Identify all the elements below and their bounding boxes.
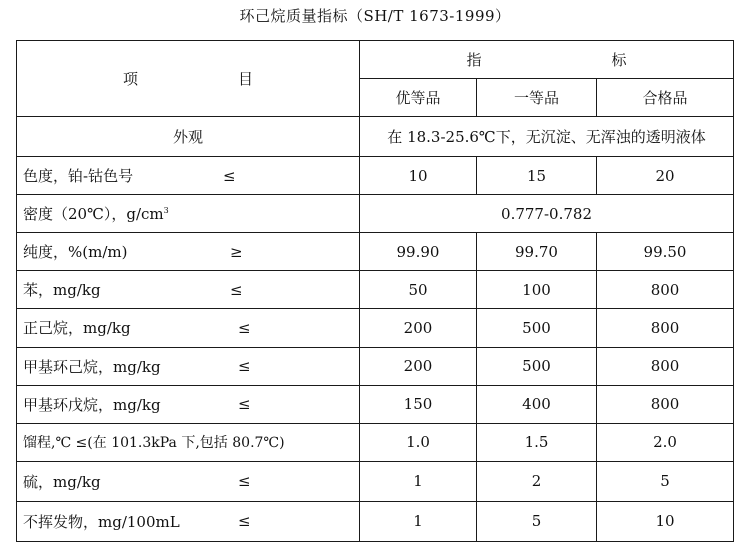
methylcyclohexane-premium: 200 bbox=[360, 347, 477, 385]
row-sulfur bbox=[17, 461, 734, 501]
sulfur-first: 2 bbox=[477, 461, 597, 501]
index-header bbox=[360, 41, 734, 79]
sulfur-qualified: 5 bbox=[597, 461, 734, 501]
n-hexane-label-cell bbox=[17, 309, 360, 347]
grade-qualified: 合格品 bbox=[597, 79, 734, 117]
color-label-cell bbox=[17, 157, 360, 195]
nonvolatile-first: 5 bbox=[477, 501, 597, 541]
purity-sym: ≥ bbox=[230, 242, 243, 261]
sulfur-premium: 1 bbox=[360, 461, 477, 501]
n-hexane-sym: ≤ bbox=[238, 318, 251, 337]
sulfur-label: 硫，mg/kg bbox=[23, 472, 101, 491]
item-header-left: 项 bbox=[122, 70, 138, 89]
methylcyclopentane-sym: ≤ bbox=[238, 395, 251, 414]
methylcyclohexane-first: 500 bbox=[477, 347, 597, 385]
table-title: 环己烷质量指标（SH/T 1673-1999） bbox=[239, 7, 511, 25]
item-header bbox=[17, 41, 360, 117]
row-density bbox=[17, 195, 734, 233]
sulfur-label-cell bbox=[17, 461, 360, 501]
n-hexane-first: 500 bbox=[477, 309, 597, 347]
distillation-label: 馏程,℃ ≤(在 101.3kPa 下,包括 80.7℃) bbox=[17, 423, 360, 461]
nonvolatile-label-cell bbox=[17, 501, 360, 541]
header-row-top bbox=[17, 41, 734, 79]
density-value: 0.777-0.782 bbox=[360, 195, 734, 233]
row-distillation bbox=[17, 423, 734, 461]
row-benzene bbox=[17, 271, 734, 309]
purity-qualified: 99.50 bbox=[597, 233, 734, 271]
purity-label: 纯度，%(m/m) bbox=[23, 243, 128, 262]
row-methylcyclohexane bbox=[17, 347, 734, 385]
index-header-left: 指 bbox=[466, 51, 482, 70]
color-sym: ≤ bbox=[223, 166, 236, 185]
row-purity bbox=[17, 233, 734, 271]
purity-label-cell bbox=[17, 233, 360, 271]
row-n-hexane bbox=[17, 309, 734, 347]
color-qualified: 20 bbox=[597, 157, 734, 195]
distillation-qualified: 2.0 bbox=[597, 423, 734, 461]
row-methylcyclopentane bbox=[17, 385, 734, 423]
appearance-value: 在 18.3-25.6℃下，无沉淀、无浑浊的透明液体 bbox=[360, 117, 734, 157]
benzene-premium: 50 bbox=[360, 271, 477, 309]
n-hexane-premium: 200 bbox=[360, 309, 477, 347]
color-premium: 10 bbox=[360, 157, 477, 195]
item-header-right: 目 bbox=[238, 70, 254, 89]
methylcyclohexane-qualified: 800 bbox=[597, 347, 734, 385]
index-header-right: 标 bbox=[611, 51, 627, 70]
row-appearance bbox=[17, 117, 734, 157]
methylcyclopentane-label-cell bbox=[17, 385, 360, 423]
nonvolatile-label: 不挥发物，mg/100mL bbox=[23, 512, 180, 531]
row-color bbox=[17, 157, 734, 195]
distillation-first: 1.5 bbox=[477, 423, 597, 461]
benzene-qualified: 800 bbox=[597, 271, 734, 309]
grade-first: 一等品 bbox=[477, 79, 597, 117]
nonvolatile-qualified: 10 bbox=[597, 501, 734, 541]
density-label: 密度（20℃），g/cm bbox=[23, 205, 164, 224]
methylcyclopentane-qualified: 800 bbox=[597, 385, 734, 423]
color-first: 15 bbox=[477, 157, 597, 195]
density-unit-sup: 3 bbox=[163, 206, 169, 216]
distillation-premium: 1.0 bbox=[360, 423, 477, 461]
color-label: 色度，铂-钴色号 bbox=[23, 167, 134, 186]
row-nonvolatile bbox=[17, 501, 734, 541]
methylcyclopentane-label: 甲基环戊烷，mg/kg bbox=[23, 395, 161, 414]
methylcyclohexane-label-cell bbox=[17, 347, 360, 385]
methylcyclopentane-premium: 150 bbox=[360, 385, 477, 423]
purity-premium: 99.90 bbox=[360, 233, 477, 271]
appearance-label: 外观 bbox=[17, 117, 360, 157]
methylcyclohexane-sym: ≤ bbox=[238, 357, 251, 376]
nonvolatile-sym: ≤ bbox=[238, 512, 251, 531]
benzene-sym: ≤ bbox=[230, 280, 243, 299]
density-label-cell bbox=[17, 195, 360, 233]
n-hexane-qualified: 800 bbox=[597, 309, 734, 347]
grade-premium: 优等品 bbox=[360, 79, 477, 117]
sulfur-sym: ≤ bbox=[238, 472, 251, 491]
n-hexane-label: 正己烷，mg/kg bbox=[23, 319, 131, 338]
benzene-label: 苯，mg/kg bbox=[23, 281, 101, 300]
benzene-label-cell bbox=[17, 271, 360, 309]
quality-spec-table bbox=[16, 40, 734, 542]
nonvolatile-premium: 1 bbox=[360, 501, 477, 541]
purity-first: 99.70 bbox=[477, 233, 597, 271]
methylcyclopentane-first: 400 bbox=[477, 385, 597, 423]
benzene-first: 100 bbox=[477, 271, 597, 309]
methylcyclohexane-label: 甲基环己烷，mg/kg bbox=[23, 357, 161, 376]
